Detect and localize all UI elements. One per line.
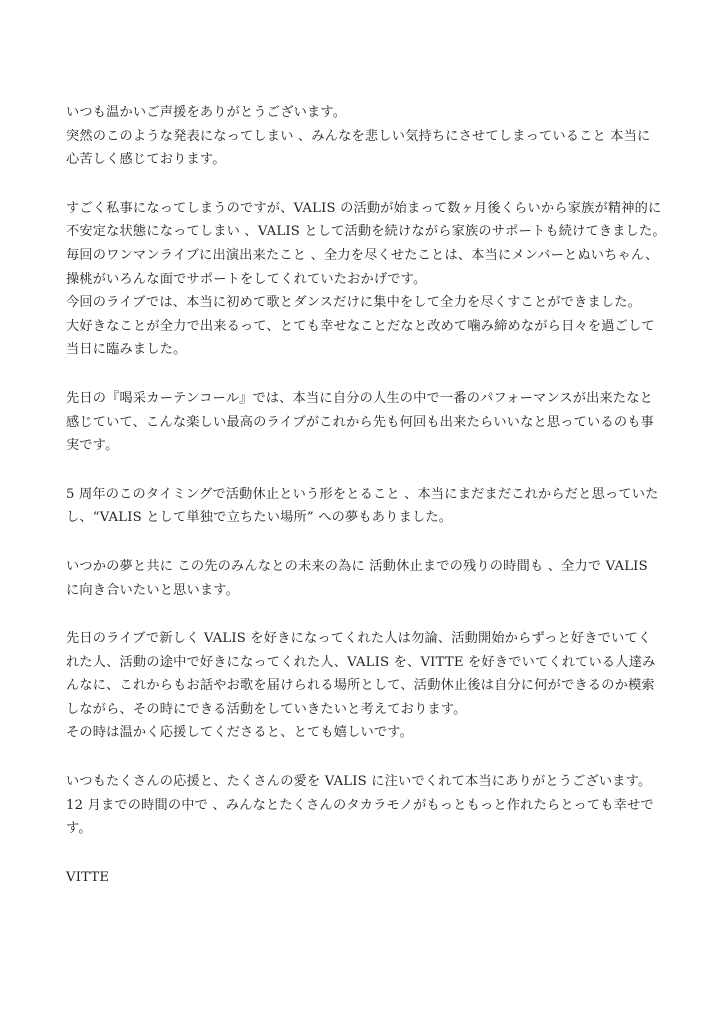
text-line: 今回のライブでは、本当に初めて歌とダンスだけに集中をして全力を尽くすことができました。 (66, 295, 641, 311)
text-line: いつも温かいご声援をありがとうございます。 (66, 105, 347, 120)
text-line: しながら、その時にできる活動をしていきたいと考えております。 (66, 701, 467, 717)
text-line: 先日のライブで新しく VALIS を好きになってくれた人は勿論、活動開始からずっと好きでいてく (66, 631, 652, 647)
text-line: 大好きなことが全力で出来るって、とても幸せなことだなと改めて噛み締めながら日々を過ごして (66, 318, 655, 334)
text-line: んなに、これからもお話やお歌を届けられる場所として、活動休止後は自分に何ができるのか模索 (66, 678, 655, 694)
text-line: 操桃がいろんな面でサポートをしてくれていたおかげです。 (66, 271, 427, 287)
text-line: れた人、活動の途中で好きになってくれた人、VALIS を、VITTE を好きでいてくれている人達み (66, 654, 656, 670)
text-line: いつもたくさんの応援と、たくさんの愛を VALIS に注いでくれて本当にありがとうございます。 (66, 774, 652, 790)
letter-body (66, 101, 666, 889)
text-line: す。 (66, 821, 92, 837)
paragraph-1 (66, 101, 666, 172)
text-line: に向き合いたいと思います。 (66, 582, 239, 598)
text-line: 感じていて、こんな楽しい最高のライブがこれから先も何回も出来たらいいなと思っているのも事 (66, 414, 654, 430)
paragraph-3 (66, 387, 666, 458)
text-line: 不安定な状態になってしまい 、VALIS として活動を続けながら家族のサポートも続けてきました。 (66, 224, 666, 240)
text-line: 先日の『喝采カーテンコール』では、本当に自分の人生の中で一番のパフォーマンスが出来たなと (66, 390, 654, 406)
text-line: その時は温かく応援してくださると、とても嬉しいです。 (66, 725, 414, 741)
text-line: すごく私事になってしまうのですが、VALIS の活動が始まって数ヶ月後くらいから家族が精神的に (66, 200, 662, 216)
text-line: 毎回のワンマンライブに出演出来たこと 、全力を尽くせたことは、本当にメンバーとぬいちゃん、 (66, 247, 659, 263)
paragraph-6 (66, 627, 666, 745)
text-line: いつかの夢と共に この先のみんなとの未来の為に 活動休止までの残りの時間も 、全力で VALIS (66, 558, 648, 574)
text-line: 突然のこのような発表になってしまい 、みんなを悲しい気持ちにさせてしまっていること 本当に (66, 128, 651, 144)
text-line: 12 月までの時間の中で 、みんなとたくさんのタカラモノがもっともっと作れたらとっても幸せで (66, 797, 654, 813)
paragraph-4 (66, 483, 666, 530)
text-line: 実です。 (66, 438, 119, 454)
text-line: 5 周年のこのタイミングで活動休止という形をとること 、本当にまだまだこれからだと思っていた (66, 486, 659, 502)
paragraph-7 (66, 770, 666, 841)
paragraph-2 (66, 197, 666, 362)
text-line: し、“VALIS として単独で立ちたい場所” への夢もありました。 (66, 510, 453, 526)
text-line: 心苦しく感じております。 (66, 152, 226, 168)
text-line: 当日に臨みました。 (66, 342, 187, 358)
signature: VITTE (66, 869, 110, 885)
paragraph-5 (66, 555, 666, 602)
